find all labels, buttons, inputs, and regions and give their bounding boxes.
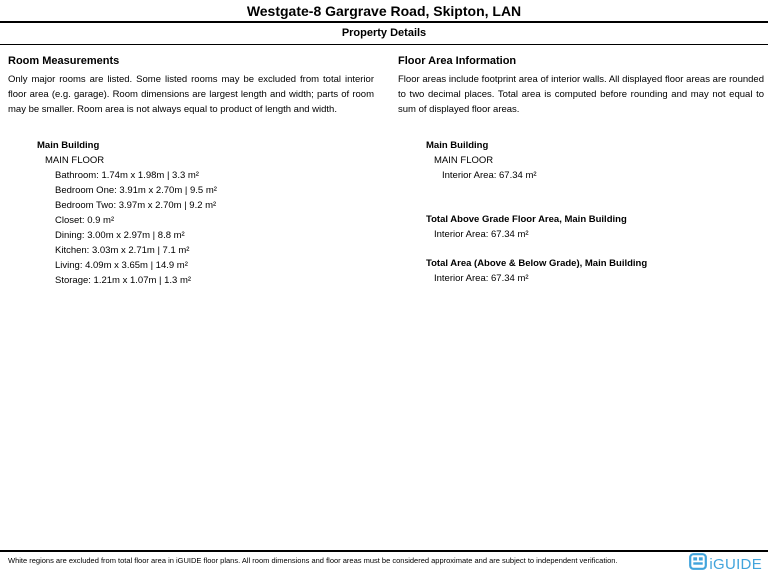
room-list bbox=[37, 168, 374, 288]
room-measurement: Dining: 3.00m x 2.97m | 8.8 m² bbox=[55, 230, 185, 241]
building-name: Main Building bbox=[37, 140, 100, 151]
floor-name: MAIN FLOOR bbox=[434, 155, 494, 166]
room-measurements-description: Only major rooms are listed. Some listed rooms may be excluded from total interior floor area (e.g. garage). Room dimensions are largest length and width; parts of room may be smaller. Room area is not always equal to product of length and width. bbox=[8, 74, 374, 115]
page-title: Westgate-8 Gargrave Road, Skipton, LAN bbox=[246, 3, 522, 19]
floor-area-heading: Floor Area Information bbox=[398, 55, 517, 67]
room-measurements-heading: Room Measurements bbox=[8, 55, 120, 67]
iguide-logo-icon bbox=[689, 553, 707, 575]
room-measurement: Bathroom: 1.74m x 1.98m | 3.3 m² bbox=[55, 170, 199, 181]
interior-area-value: Interior Area: 67.34 m² bbox=[434, 273, 529, 284]
floor-area-section bbox=[426, 212, 764, 242]
floor-area-section-title: Main Building bbox=[426, 140, 489, 151]
title-divider bbox=[0, 21, 768, 23]
floor-area-section bbox=[426, 138, 764, 183]
room-measurement: Living: 4.09m x 3.65m | 14.9 m² bbox=[55, 260, 188, 271]
floor-area-column bbox=[398, 55, 764, 286]
page-subtitle: Property Details bbox=[341, 27, 427, 39]
room-measurements-column bbox=[8, 55, 374, 288]
main-building-block bbox=[37, 138, 374, 288]
footer-disclaimer: White regions are excluded from total floor area in iGUIDE floor plans. All room dimensions and floor areas must be considered approximate and are subject to independent verification. bbox=[8, 556, 618, 565]
floor-name: MAIN FLOOR bbox=[45, 155, 105, 166]
interior-area-value: Interior Area: 67.34 m² bbox=[434, 229, 529, 240]
interior-area-value: Interior Area: 67.34 m² bbox=[442, 170, 537, 181]
iguide-logo bbox=[689, 553, 762, 575]
room-measurement: Kitchen: 3.03m x 2.71m | 7.1 m² bbox=[55, 245, 190, 256]
area-sections bbox=[398, 138, 764, 286]
room-measurement: Storage: 1.21m x 1.07m | 1.3 m² bbox=[55, 275, 192, 286]
room-measurement: Closet: 0.9 m² bbox=[55, 215, 115, 226]
floor-area-description: Floor areas include footprint area of interior walls. All displayed floor areas are rounded to two decimal places. Total area is computed before rounding and may not equal to sum of displayed floor areas. bbox=[398, 74, 764, 115]
floor-area-section-title: Total Area (Above & Below Grade), Main Building bbox=[426, 258, 648, 269]
footer-divider bbox=[0, 550, 768, 552]
iguide-logo-text: iGUIDE bbox=[709, 555, 762, 573]
room-measurement: Bedroom Two: 3.97m x 2.70m | 9.2 m² bbox=[55, 200, 217, 211]
room-measurement: Bedroom One: 3.91m x 2.70m | 9.5 m² bbox=[55, 185, 217, 196]
subtitle-divider bbox=[0, 44, 768, 45]
floor-area-section-title: Total Above Grade Floor Area, Main Building bbox=[426, 214, 627, 225]
floor-area-section bbox=[426, 256, 764, 286]
